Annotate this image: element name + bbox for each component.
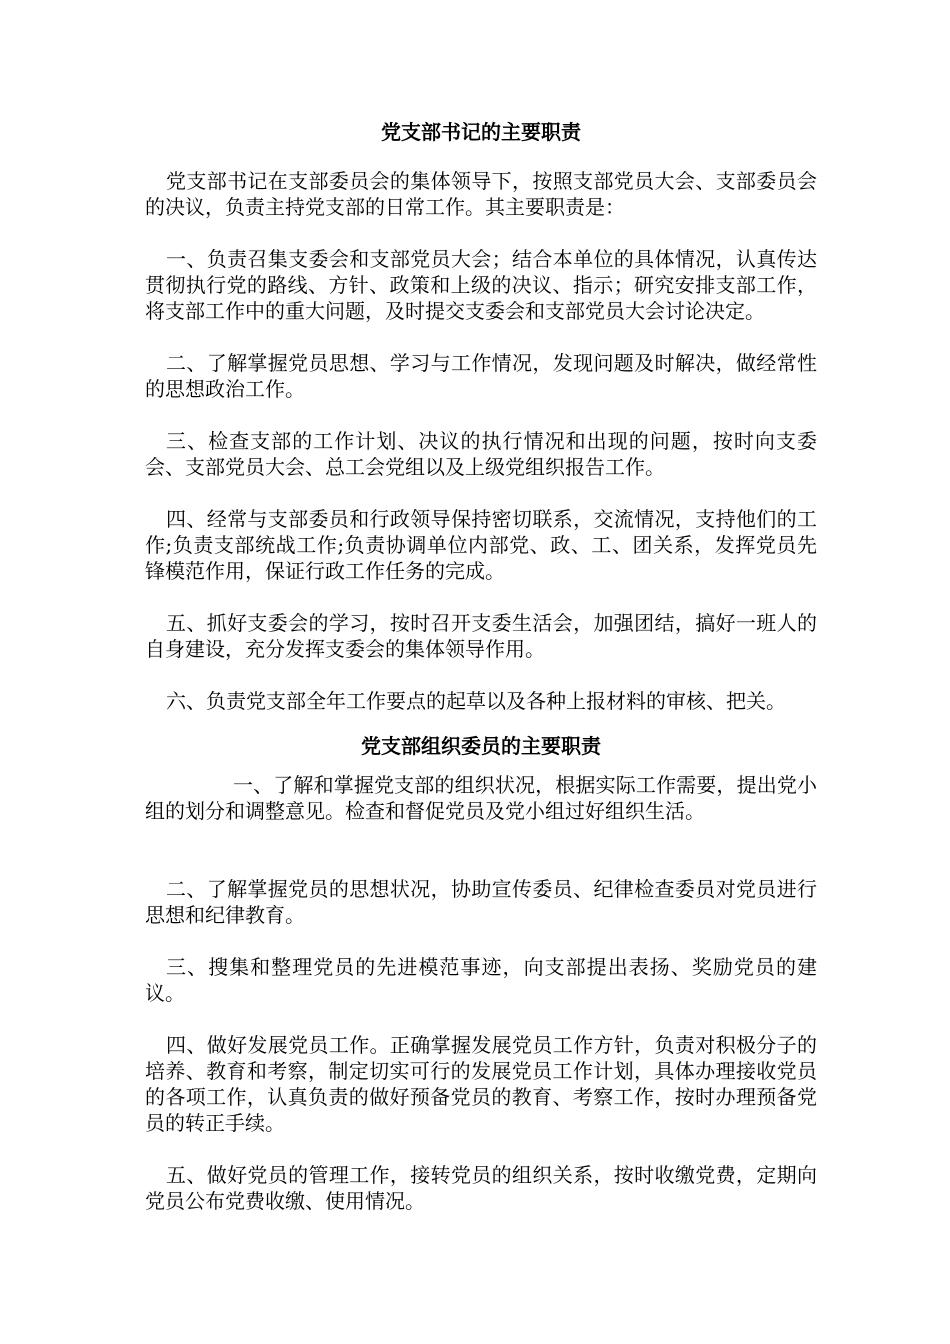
paragraph-org-duty-3: 三、搜集和整理党员的先进模范事迹，向支部提出表扬、奖励党员的建议。 [145, 955, 817, 1005]
paragraph-duty-6: 六、负责党支部全年工作要点的起草以及各种上报材料的审核、把关。 [166, 689, 786, 713]
paragraph-org-duty-1: 一、了解和掌握党支部的组织状况，根据实际工作需要，提出党小组的划分和调整意见。检查和督促党员及党小组过好组织生活。 [145, 773, 817, 823]
paragraph-org-duty-4: 四、做好发展党员工作。正确掌握发展党员工作方针，负责对积极分子的培养、教育和考察，制定切实可行的发展党员工作计划，具体办理接收党员的各项工作，认真负责的做好预备党员的教育、考察工作，按时办理预备党员的转正手续。 [145, 1033, 817, 1135]
paragraph-org-duty-2: 二、了解掌握党员的思想状况，协助宣传委员、纪律检查委员对党员进行思想和纪律教育。 [145, 877, 817, 927]
section-title-organization: 党支部组织委员的主要职责 [361, 734, 601, 758]
section-title-secretary: 党支部书记的主要职责 [381, 120, 581, 144]
paragraph-duty-2: 二、了解掌握党员思想、学习与工作情况，发现问题及时解决，做经常性的思想政治工作。 [145, 351, 817, 401]
paragraph-duty-1: 一、负责召集支委会和支部党员大会；结合本单位的具体情况，认真传达贯彻执行党的路线、方针、政策和上级的决议、指示；研究安排支部工作，将支部工作中的重大问题，及时提交支委会和支部党员大会讨论决定。 [145, 247, 817, 323]
paragraph-intro: 党支部书记在支部委员会的集体领导下，按照支部党员大会、支部委员会的决议，负责主持党支部的日常工作。其主要职责是： [145, 169, 817, 219]
document-page [145, 118, 817, 1214]
paragraph-duty-3: 三、检查支部的工作计划、决议的执行情况和出现的问题，按时向支委会、支部党员大会、总工会党组以及上级党组织报告工作。 [145, 429, 817, 479]
paragraph-org-duty-5: 五、做好党员的管理工作，接转党员的组织关系，按时收缴党费，定期向党员公布党费收缴、使用情况。 [145, 1163, 817, 1213]
paragraph-duty-4: 四、经常与支部委员和行政领导保持密切联系，交流情况，支持他们的工作;负责支部统战工作;负责协调单位内部党、政、工、团关系，发挥党员先锋模范作用，保证行政工作任务的完成。 [145, 507, 817, 583]
paragraph-duty-5: 五、抓好支委会的学习，按时召开支委生活会，加强团结，搞好一班人的自身建设，充分发挥支委会的集体领导作用。 [145, 611, 817, 661]
